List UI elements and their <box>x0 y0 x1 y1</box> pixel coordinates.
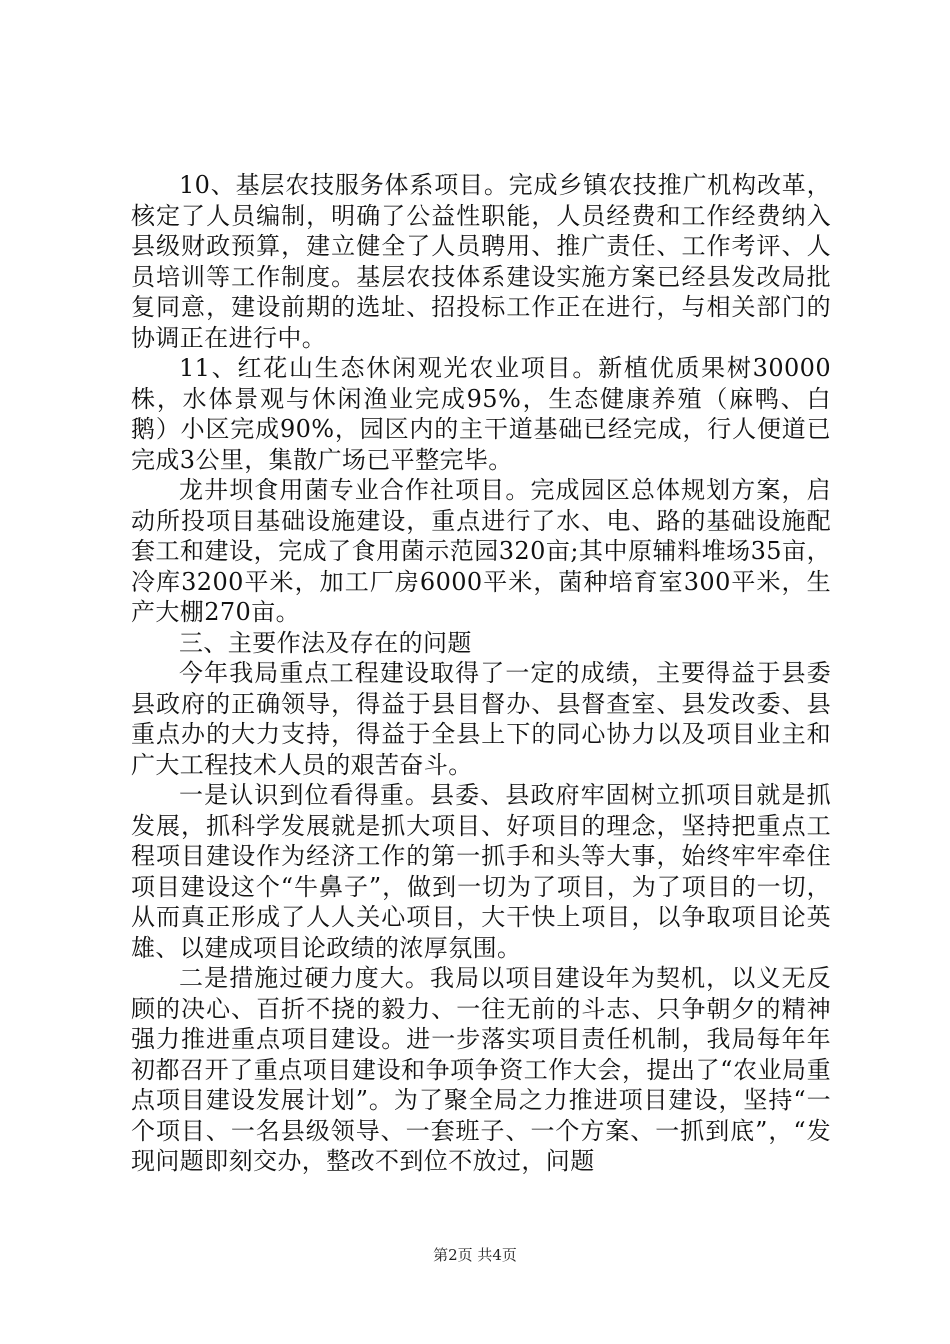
paragraph-grassroots-agri-tech-project: 10、基层农技服务体系项目。完成乡镇农技推广机构改革，核定了人员编制，明确了公益性职能，人员经费和工作经费纳入县级财政预算，建立健全了人员聘用、推广责任、工作考评、人员培训等工作制度。基层农技体系建设实施方案已经县发改局批复同意，建设前期的选址、招投标工作正在进行，与相关部门的协调正在进行中。 <box>131 171 831 352</box>
paragraph-achievements-summary: 今年我局重点工程建设取得了一定的成绩，主要得益于县委县政府的正确领导，得益于县目督办、县督查室、县发改委、县重点办的大力支持，得益于全县上下的同心协力以及项目业主和广大工程技术人员的艰苦奋斗。 <box>131 659 831 779</box>
paragraph-point-one-awareness: 一是认识到位看得重。县委、县政府牢固树立抓项目就是抓发展，抓科学发展就是抓大项目、好项目的理念，坚持把重点工程项目建设作为经济工作的第一抓手和头等大事，始终牢牢牵住项目建设这个“牛鼻子”，做到一切为了项目，为了项目的一切，从而真正形成了人人关心项目，大干快上项目，以争取项目论英雄、以建成项目论政绩的浓厚氛围。 <box>131 781 831 962</box>
page-number-footer: 第2页 共4页 <box>433 1246 517 1264</box>
document-body <box>131 170 831 1177</box>
paragraph-point-two-measures: 二是措施过硬力度大。我局以项目建设年为契机，以义无反顾的决心、百折不挠的毅力、一往无前的斗志、只争朝夕的精神强力推进重点项目建设。进一步落实项目责任机制，我局每年年初都召开了重点项目建设和争项争资工作大会，提出了“农业局重点项目建设发展计划”。为了聚全局之力推进项目建设，坚持“一个项目、一名县级领导、一套班子、一个方案、一抓到底”，“发现问题即刻交办，整改不到位不放过，问题 <box>131 964 831 1175</box>
paragraph-honghuashan-eco-agri-project: 11、红花山生态休闲观光农业项目。新植优质果树30000株，水体景观与休闲渔业完成95%，生态健康养殖（麻鸭、白鹅）小区完成90%，园区内的主干道基础已经完成，行人便道已完成3公里，集散广场已平整完毕。 <box>131 354 831 474</box>
section-heading-practices-and-problems: 三、主要作法及存在的问题 <box>179 628 472 657</box>
paragraph-longjingba-mushroom-coop-project: 龙井坝食用菌专业合作社项目。完成园区总体规划方案，启动所投项目基础设施建设，重点进行了水、电、路的基础设施配套工和建设，完成了食用菌示范园320亩;其中原辅料堆场35亩，冷库3200平米，加工厂房6000平米，菌种培育室300平米，生产大棚270亩。 <box>131 476 831 626</box>
